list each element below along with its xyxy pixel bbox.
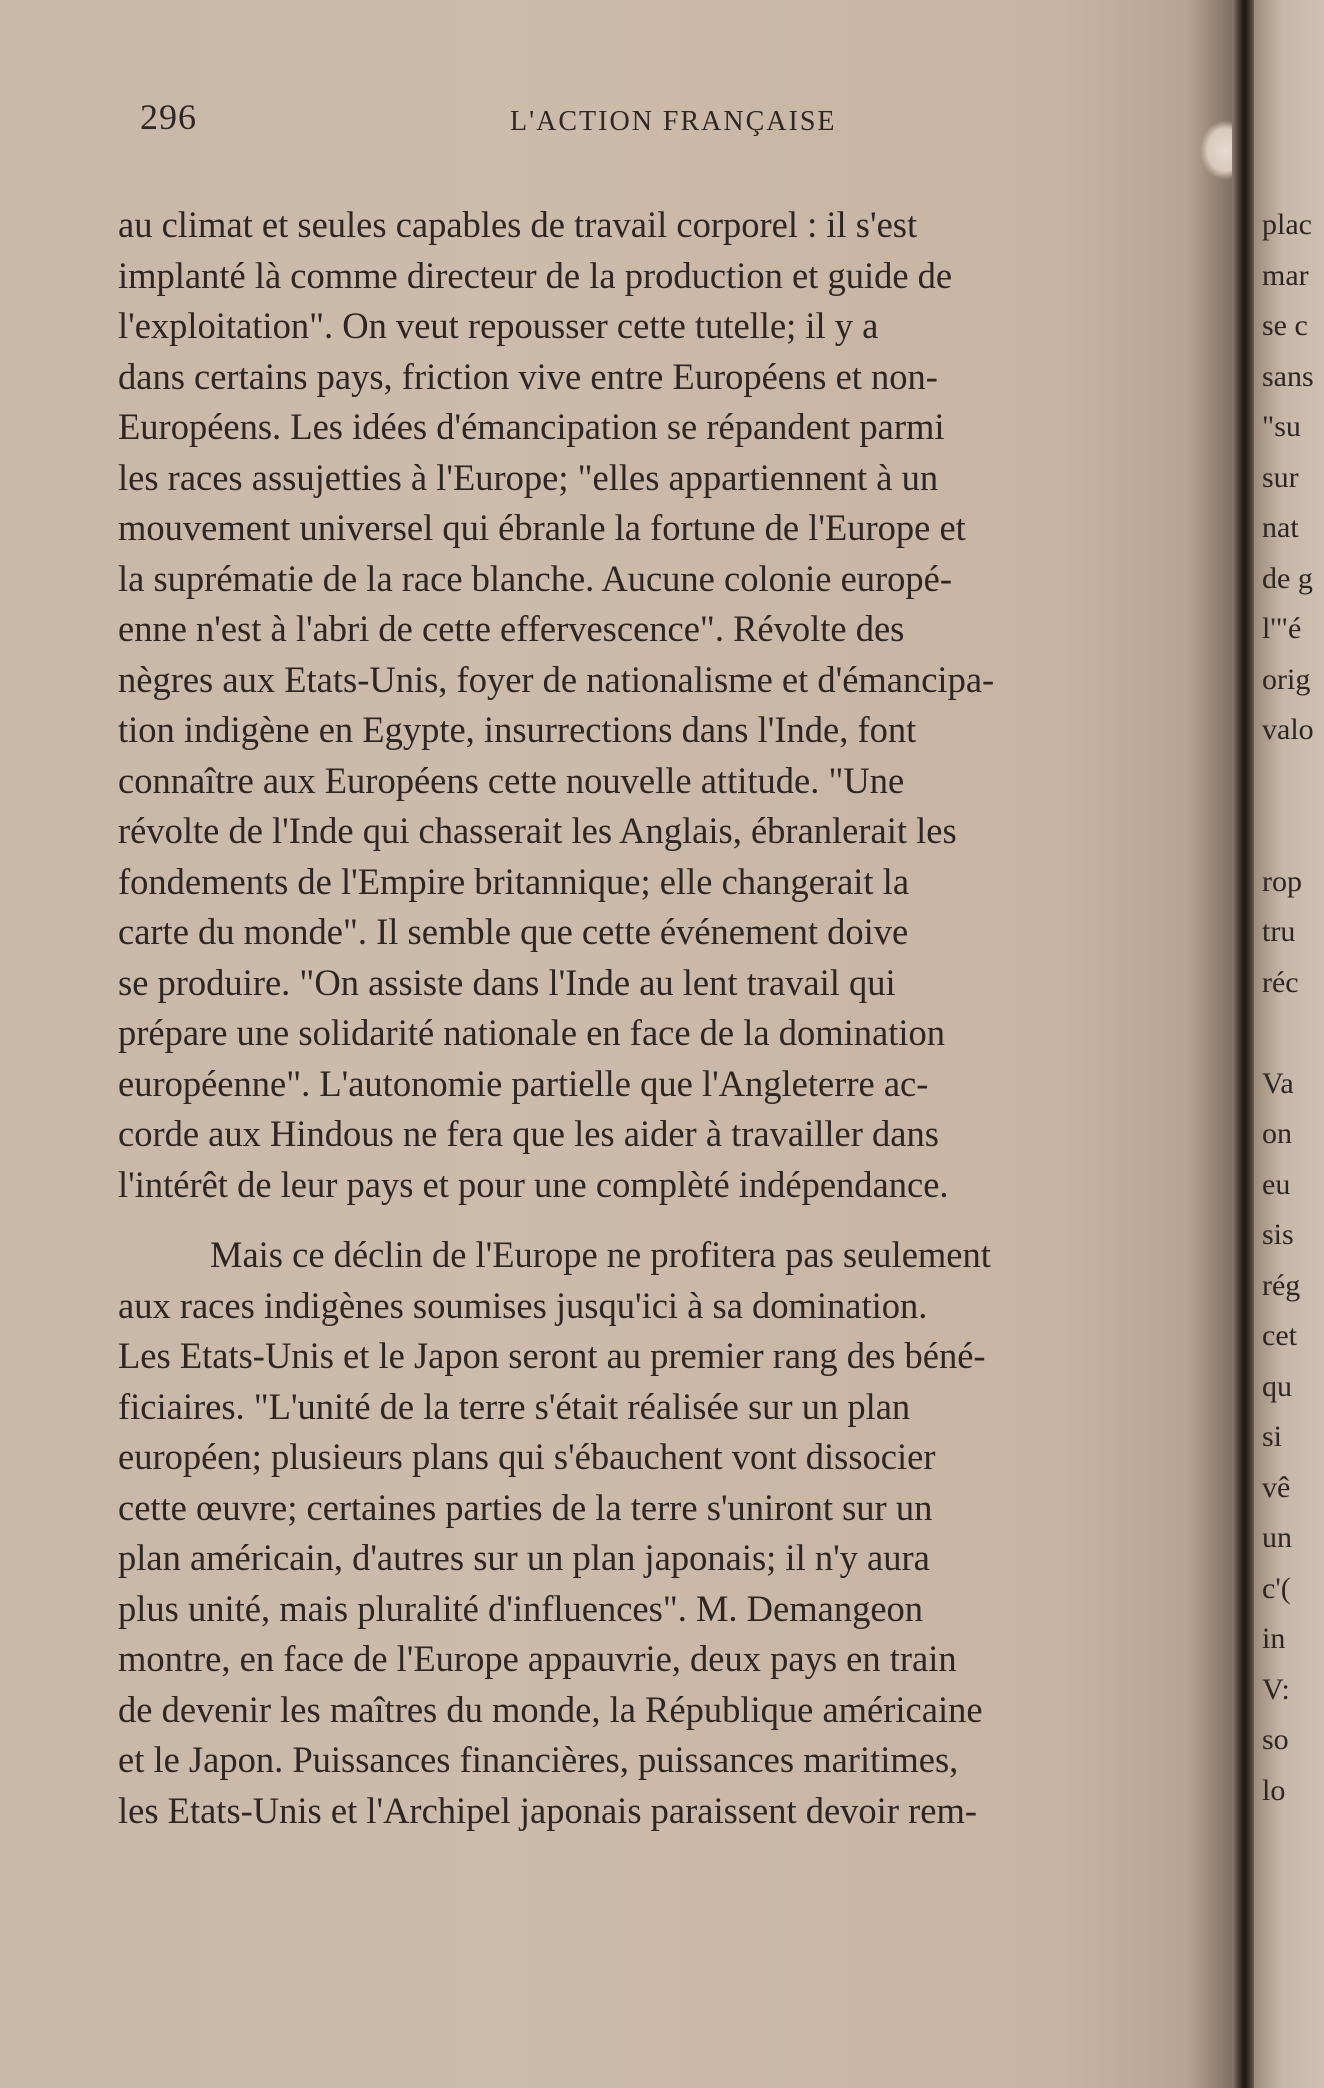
text-line: corde aux Hindous ne fera que les aider à travailler dans <box>118 1113 939 1154</box>
facing-line: lo <box>1262 1773 1286 1807</box>
paragraph-2 <box>118 1230 1238 1836</box>
text-line: au climat et seules capables de travail corporel : il s'est <box>118 204 918 245</box>
text-line: européen; plusieurs plans qui s'ébauchent vont dissocier <box>118 1436 936 1477</box>
facing-line <box>1262 806 1314 857</box>
text-line: carte du monde". Il semble que cette événement doive <box>118 911 909 952</box>
facing-line: de g <box>1262 561 1313 595</box>
text-line: les Etats-Unis et l'Archipel japonais paraissent devoir rem- <box>118 1789 977 1831</box>
paragraph-1 <box>118 200 1238 1210</box>
facing-line: sur <box>1262 460 1299 494</box>
page-number: 296 <box>140 97 197 137</box>
text-line: tion indigène en Egypte, insurrections dans l'Inde, font <box>118 709 917 750</box>
text-line: enne n'est à l'abri de cette effervescence". Révolte des <box>118 608 905 649</box>
text-line: de devenir les maîtres du monde, la République américaine <box>118 1688 983 1730</box>
facing-line: cet <box>1262 1319 1297 1352</box>
facing-line: si <box>1262 1420 1283 1453</box>
facing-line: orig <box>1262 662 1311 696</box>
text-line: plus unité, mais pluralité d'influences". M. Demangeon <box>118 1587 924 1629</box>
facing-page-text <box>1262 200 1314 1816</box>
text-line: fondements de l'Empire britannique; elle changerait la <box>118 860 910 902</box>
text-line: dans certains pays, friction vive entre Européens et non- <box>118 355 938 397</box>
page-header <box>140 96 1230 156</box>
text-line: ficiaires. "L'unité de la terre s'était réalisée sur un plan <box>118 1385 911 1427</box>
facing-line: sis <box>1262 1218 1294 1251</box>
book-gutter <box>1232 0 1254 2088</box>
facing-line: Va <box>1262 1066 1294 1100</box>
text-line: plan américain, d'autres sur un plan japonais; il n'y aura <box>118 1537 930 1578</box>
facing-line: l'"é <box>1262 612 1302 645</box>
facing-line: so <box>1262 1723 1289 1756</box>
text-line: nègres aux Etats-Unis, foyer de nationalisme et d'émancipa- <box>118 658 995 700</box>
text-line: cette œuvre; certaines parties de la terre s'uniront sur un <box>118 1486 933 1528</box>
facing-page <box>1254 0 1324 2088</box>
facing-line <box>1262 1008 1314 1059</box>
facing-line: nat <box>1262 511 1299 544</box>
facing-line: c'( <box>1262 1571 1291 1605</box>
facing-line: se c <box>1262 309 1308 342</box>
text-line: révolte de l'Inde qui chasserait les Anglais, ébranlerait les <box>118 810 957 851</box>
facing-line: on <box>1262 1117 1292 1150</box>
facing-line: plac <box>1262 208 1312 241</box>
text-line: l'intérêt de leur pays et pour une complèté indépendance. <box>118 1163 949 1205</box>
facing-line: valo <box>1262 713 1314 746</box>
text-line: Mais ce déclin de l'Europe ne profitera pas seulement <box>210 1234 991 1275</box>
facing-line <box>1262 756 1314 807</box>
text-line: l'exploitation". On veut repousser cette tutelle; il y a <box>118 305 879 346</box>
facing-line: V: <box>1262 1672 1290 1706</box>
facing-line: rop <box>1262 864 1302 898</box>
text-line: les races assujetties à l'Europe; "elles appartiennent à un <box>118 456 939 498</box>
text-line: prépare une solidarité nationale en face de la domination <box>118 1012 945 1053</box>
text-line: Européens. Les idées d'émancipation se répandent parmi <box>118 406 945 447</box>
text-line: et le Japon. Puissances financières, puissances maritimes, <box>118 1739 959 1780</box>
text-line: Les Etats-Unis et le Japon seront au premier rang des béné- <box>118 1335 986 1376</box>
facing-line: rég <box>1262 1268 1301 1302</box>
body-text <box>118 200 1238 1836</box>
text-line: aux races indigènes soumises jusqu'ici à sa domination. <box>118 1284 928 1326</box>
facing-line: in <box>1262 1622 1286 1655</box>
text-line: connaître aux Européens cette nouvelle attitude. "Une <box>118 759 905 801</box>
facing-line: tru <box>1262 915 1296 948</box>
text-line: la suprématie de la race blanche. Aucune colonie europé- <box>118 557 953 599</box>
facing-line: sans <box>1262 359 1314 393</box>
facing-line: mar <box>1262 258 1309 292</box>
facing-line: "su <box>1262 410 1301 443</box>
running-title: L'ACTION FRANÇAISE <box>510 106 837 137</box>
facing-line: eu <box>1262 1167 1291 1201</box>
text-line: se produire. "On assiste dans l'Inde au lent travail qui <box>118 961 896 1003</box>
text-line: européenne". L'autonomie partielle que l'Angleterre ac- <box>118 1062 929 1104</box>
text-line: mouvement universel qui ébranle la fortune de l'Europe et <box>118 507 966 548</box>
facing-line: réc <box>1262 965 1299 999</box>
facing-line: qu <box>1262 1369 1292 1403</box>
text-line: implanté là comme directeur de la production et guide de <box>118 254 953 296</box>
facing-line: vê <box>1262 1470 1291 1504</box>
facing-line: un <box>1262 1521 1292 1554</box>
paragraph-gap <box>118 1210 1238 1230</box>
text-line: montre, en face de l'Europe appauvrie, deux pays en train <box>118 1638 957 1679</box>
